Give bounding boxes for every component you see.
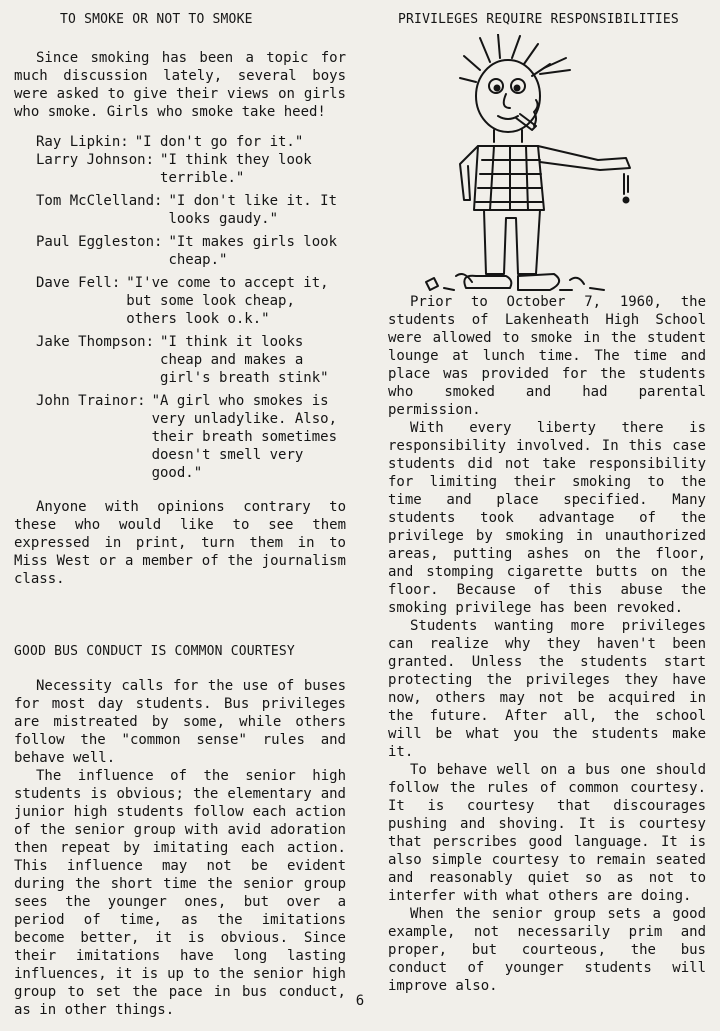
quote-name: Larry Johnson: — [36, 152, 155, 168]
page-number: 6 — [355, 993, 365, 1009]
quote-text: "I don't go for it." — [134, 134, 304, 150]
quote-name: Dave Fell: — [36, 275, 121, 291]
bus-paragraph-1: Necessity calls for the use of buses for most day students. Bus privileges are mistreated by some, while others follow the "common sense" rules and behave well. — [14, 678, 346, 766]
left-column — [14, 12, 346, 1019]
quote-text: "I don't like it. It looks gaudy." — [168, 193, 338, 227]
quote-item — [36, 151, 346, 187]
smoke-headline: TO SMOKE OR NOT TO SMOKE — [60, 12, 253, 27]
quote-text: "It makes girls look cheap." — [168, 234, 338, 268]
privileges-paragraph-5: When the senior group sets a good example, not necessarily prim and proper, but courteous, the bus conduct of younger students will improve also. — [388, 906, 706, 994]
quote-item — [36, 274, 346, 328]
privileges-paragraph-4: To behave well on a bus one should follow the rules of common courtesy. It is courtesy that discourages pushing and shoving. It is courtesy that perscribes good language. It is also simple courtesy to remain seated and reasonably quiet so as not to interfer with what others are doing. — [388, 762, 706, 904]
smoke-intro: Since smoking has been a topic for much discussion lately, several boys were asked to give their views on girls who smoke. Girls who smoke take heed! — [14, 50, 346, 120]
quote-item — [36, 233, 346, 269]
smoke-closing: Anyone with opinions contrary to these who would like to see them expressed in print, turn them in to Miss West or a member of the journalism class. — [14, 499, 346, 587]
cartoon-boy-smoking-icon — [420, 34, 670, 296]
quote-name: John Trainor: — [36, 393, 146, 409]
bus-headline: GOOD BUS CONDUCT IS COMMON COURTESY — [14, 644, 295, 659]
quote-text: "I think it looks cheap and makes a girl's breath stink" — [160, 334, 329, 386]
quote-item — [36, 333, 346, 387]
quote-text: "I think they look terrible." — [160, 152, 312, 186]
quote-item — [36, 133, 346, 151]
quote-text: "A girl who smokes is very unladylike. Also, their breath sometimes doesn't smell very good." — [151, 393, 338, 481]
quote-text: "I've come to accept it, but some look cheap, others look o.k." — [126, 275, 329, 327]
quote-list — [36, 133, 346, 482]
quote-item — [36, 392, 346, 482]
quote-name: Tom McClelland: — [36, 193, 163, 209]
privileges-paragraph-2: With every liberty there is responsibility involved. In this case students did not take responsibility for limiting their smoking to the time and place specified. Many students took advantage of the privilege by smoking in unauthorized areas, putting ashes on the floor, and stomping cigarette butts on the floor. Because of this abuse the smoking privilege has been revoked. — [388, 420, 706, 616]
bus-paragraph-2: The influence of the senior high students is obvious; the elementary and junior high students follow each action of the senior group with avid adoration then repeat by imitating each action. This influence may not be evident during the short time the senior group sees the younger ones, but over a period of time, as the imitations become better, it is obvious. Since their imitations have long lasting influences, it is up to the senior high group to set the pace in bus conduct, as in other things. — [14, 768, 346, 1018]
quote-name: Ray Lipkin: — [36, 134, 129, 150]
quote-name: Jake Thompson: — [36, 334, 155, 350]
quote-item — [36, 192, 346, 228]
quote-name: Paul Eggleston: — [36, 234, 163, 250]
privileges-headline: PRIVILEGES REQUIRE RESPONSIBILITIES — [398, 12, 679, 27]
privileges-paragraph-3: Students wanting more privileges can realize why they haven't been granted. Unless the students start protecting the privileges they have now, others may not be acquired in the future. After all, the school will be what you the students make it. — [388, 618, 706, 760]
privileges-paragraph-1: Prior to October 7, 1960, the students of Lakenheath High School were allowed to smoke in the student lounge at lunch time. The time and place was provided for the students who smoked and had parental permission. — [388, 294, 706, 418]
